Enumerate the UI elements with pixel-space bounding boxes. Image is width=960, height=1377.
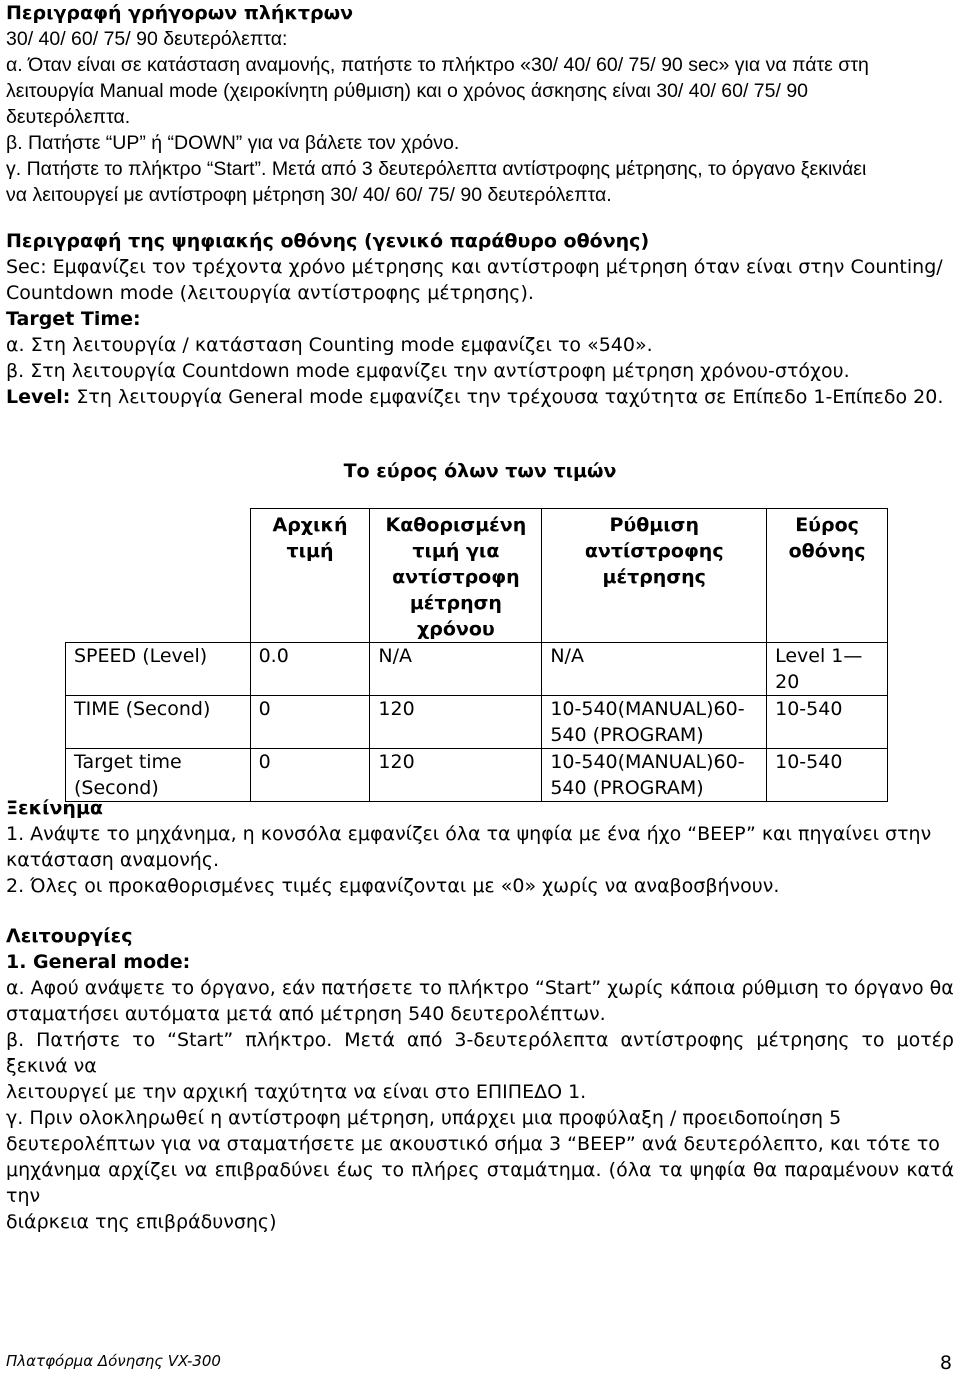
table-cell: 10-540(MANUAL)60-540 (PROGRAM) [542,749,767,802]
paragraph-item-a [6,52,954,130]
paragraph-item-a [6,975,954,1027]
text-line: γ. Πατήστε το πλήκτρο “Start”. Μετά από 3 δευτερόλεπτα αντίστροφης μέτρησης, το όργανο ξεκινάει [6,158,867,180]
table-header: Αρχική τιμή [250,509,370,643]
section-quick-keys [6,0,954,208]
table-row [66,696,888,749]
paragraph-item-2: 2. Όλες οι προκαθορισμένες τιμές εμφανίζονται με «0» χωρίς να αναβοσβήνουν. [6,875,780,897]
table-cell: 120 [370,749,542,802]
table-header: Εύρος οθόνης [767,509,888,643]
table-cell: 0 [250,696,370,749]
table-cell: SPEED (Level) [66,643,251,696]
text-line: Sec: Εμφανίζει τον τρέχοντα χρόνο μέτρησης και αντίστροφη μέτρηση όταν είναι στην Counting/ [6,256,943,278]
paragraph-item-b: β. Πατήστε “UP” ή “DOWN” για να βάλετε τον χρόνο. [6,132,460,154]
table-cell: 10-540 [767,696,888,749]
table-cell: 10-540 [767,749,888,802]
level-text: Στη λειτουργία General mode εμφανίζει την τρέχουσα ταχύτητα σε Επίπεδο 1-Επίπεδο 20. [70,386,944,408]
table-header-empty [66,509,251,643]
text-line: γ. Πριν ολοκληρωθεί η αντίστροφη μέτρηση, υπάρχει μια προφύλαξη / προειδοποίηση 5 [6,1107,842,1129]
paragraph-item-c [6,1105,954,1235]
text-line: α. Όταν είναι σε κατάσταση αναμονής, πατήστε το πλήκτρο «30/ 40/ 60/ 75/ 90 sec» για να πάτε στη [6,54,869,76]
paragraph-level [6,384,954,410]
section-heading: Περιγραφή γρήγορων πλήκτρων [6,2,354,24]
table-row [66,749,888,802]
text-line: 1. Ανάψτε το μηχάνημα, η κονσόλα εμφανίζει όλα τα ψηφία με ένα ήχο “BEEP” και πηγαίνει στην [6,823,932,845]
level-label: Level: [6,386,71,408]
footer-title: Πλατφόρμα Δόνησης VX-300 [6,1352,221,1370]
table-header: Καθορισμένη τιμή για αντίστροφη μέτρηση χρόνου [370,509,542,643]
subheading: 30/ 40/ 60/ 75/ 90 δευτερόλεπτα: [6,28,288,50]
section-heading: Λειτουργίες [6,925,133,947]
paragraph-target-a: α. Στη λειτουργία / κατάσταση Counting mode εμφανίζει το «540». [6,334,653,356]
paragraph-sec [6,254,954,306]
table-row [66,643,888,696]
text-line: διάρκεια της επιβράδυνσης) [6,1211,277,1233]
table-header-row [66,509,888,643]
text-line: μηχάνημα αρχίζει να επιβραδύνει έως το πλήρες σταμάτημα. (όλα τα ψηφία θα παραμένουν κατά την [6,1159,954,1207]
text-line: β. Πατήστε το “Start” πλήκτρο. Μετά από 3-δευτερόλεπτα αντίστροφης μέτρησης το μοτέρ ξεκινά να [6,1029,954,1077]
text-line: α. Αφού ανάψετε το όργανο, εάν πατήσετε το πλήκτρο “Start” χωρίς κάποια ρύθμιση το όργανο θα [6,977,954,999]
table-cell: Level 1—20 [767,643,888,696]
section-functions [6,923,954,1235]
paragraph-item-b [6,1027,954,1105]
table-cell: Target time (Second) [66,749,251,802]
text-line: δευτερόλεπτα. [6,106,131,128]
table-cell: 0.0 [250,643,370,696]
text-line: λειτουργεί με την αρχική ταχύτητα να είναι στο ΕΠΙΠΕΔΟ 1. [6,1081,587,1103]
text-line: λειτουργία Manual mode (χειροκίνητη ρύθμιση) και ο χρόνος άσκησης είναι 30/ 40/ 60/ 75/ 90 [6,80,809,102]
table-cell: N/A [542,643,767,696]
text-line: σταματήσει αυτόματα μετά από μέτρηση 540 δευτερολέπτων. [6,1003,606,1025]
value-range-table [65,508,888,802]
paragraph-target-b: β. Στη λειτουργία Countdown mode εμφανίζει την αντίστροφη μέτρηση χρόνου-στόχου. [6,360,850,382]
text-line: κατάσταση αναμονής. [6,849,220,871]
target-time-label: Target Time: [6,308,141,330]
table-title: Το εύρος όλων των τιμών [343,460,617,482]
section-heading: Περιγραφή της ψηφιακής οθόνης (γενικό παράθυρο οθόνης) [6,230,650,252]
table-cell: TIME (Second) [66,696,251,749]
text-line: Countdown mode (λειτουργία αντίστροφης μέτρησης). [6,282,534,304]
section-heading: Ξεκίνημα [6,797,103,819]
paragraph-item-1 [6,821,954,873]
section-display-description [6,228,954,410]
table-cell: 120 [370,696,542,749]
table-cell: 10-540(MANUAL)60-540 (PROGRAM) [542,696,767,749]
text-line: να λειτουργεί με αντίστροφη μέτρηση 30/ 40/ 60/ 75/ 90 δευτερόλεπτα. [6,184,612,206]
section-getting-started [6,795,954,899]
table-cell: N/A [370,643,542,696]
table-header: Ρύθμιση αντίστροφης μέτρησης [542,509,767,643]
text-line: δευτερολέπτων για να σταματήσετε με ακουστικό σήμα 3 “BEEP” ανά δευτερόλεπτο, και τότε το [6,1133,940,1155]
page-number: 8 [939,1352,952,1374]
subheading-general-mode: 1. General mode: [6,951,191,973]
paragraph-item-c [6,156,954,208]
table-cell: 0 [250,749,370,802]
